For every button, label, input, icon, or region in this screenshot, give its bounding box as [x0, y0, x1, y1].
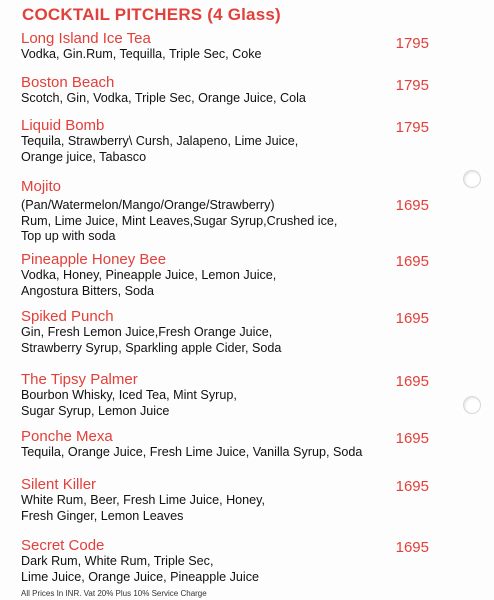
- item-name: Ponche Mexa: [21, 428, 113, 445]
- item-description: Angostura Bitters, Soda: [21, 283, 155, 298]
- binder-hole-icon: [463, 170, 481, 188]
- item-name: Spiked Punch: [21, 308, 114, 325]
- item-name: Pineapple Honey Bee: [21, 251, 167, 268]
- item-description: Sugar Syrup, Lemon Juice: [21, 403, 170, 418]
- item-name: The Tipsy Palmer: [21, 371, 138, 388]
- item-description: Tequila, Orange Juice, Fresh Lime Juice, Vanilla Syrup, Soda: [21, 445, 363, 459]
- item-description: (Pan/Watermelon/Mango/Orange/Strawberry): [21, 198, 275, 212]
- item-price: 1795: [395, 77, 429, 94]
- item-description: Orange juice, Tabasco: [21, 149, 147, 164]
- item-description: Vodka, Honey, Pineapple Juice, Lemon Juice,: [21, 268, 277, 282]
- item-description: Strawberry Syrup, Sparkling apple Cider, Soda: [21, 340, 282, 355]
- item-name: Mojito: [21, 178, 62, 195]
- item-description: Vodka, Gin.Rum, Tequilla, Triple Sec, Coke: [21, 47, 262, 61]
- item-price: 1695: [395, 373, 429, 390]
- item-description: Lime Juice, Orange Juice, Pineapple Juice: [21, 569, 260, 584]
- item-description: White Rum, Beer, Fresh Lime Juice, Honey,: [21, 493, 266, 507]
- menu-item-long-island-ice-tea: [21, 30, 461, 63]
- item-price: 1795: [395, 119, 429, 136]
- menu-item-ponche-mexa: [21, 428, 461, 461]
- item-description: Dark Rum, White Rum, Triple Sec,: [21, 554, 214, 568]
- item-description: Bourbon Whisky, Iced Tea, Mint Syrup,: [21, 388, 237, 402]
- item-price: 1695: [395, 430, 429, 447]
- menu-item-mojito: [21, 178, 461, 245]
- item-name: Liquid Bomb: [21, 117, 105, 134]
- binder-hole-icon: [463, 396, 481, 414]
- item-description: Gin, Fresh Lemon Juice,Fresh Orange Juice,: [21, 325, 273, 339]
- menu-item-pineapple-honey-bee: [21, 251, 461, 299]
- item-description: Scotch, Gin, Vodka, Triple Sec, Orange Juice, Cola: [21, 91, 306, 105]
- item-description: Fresh Ginger, Lemon Leaves: [21, 508, 184, 523]
- item-description: Tequila, Strawberry\ Cursh, Jalapeno, Lime Juice,: [21, 134, 299, 148]
- item-price: 1695: [395, 197, 429, 214]
- menu-item-spiked-punch: [21, 308, 461, 356]
- menu-item-silent-killer: [21, 476, 461, 524]
- item-price: 1695: [395, 310, 429, 327]
- item-price: 1695: [395, 253, 429, 270]
- menu-item-liquid-bomb: [21, 117, 461, 165]
- menu-item-secret-code: [21, 537, 461, 585]
- price-footnote: All Prices In INR. Vat 20% Plus 10% Service Charge: [21, 589, 207, 598]
- item-price: 1695: [395, 539, 429, 556]
- item-name: Long Island Ice Tea: [21, 30, 151, 47]
- item-name: Silent Killer: [21, 476, 97, 493]
- item-name: Boston Beach: [21, 74, 115, 91]
- menu-item-boston-beach: [21, 74, 461, 107]
- item-price: 1795: [395, 35, 429, 52]
- item-description: Top up with soda: [21, 229, 116, 243]
- item-name: Secret Code: [21, 537, 105, 554]
- item-description: Rum, Lime Juice, Mint Leaves,Sugar Syrup,Crushed ice,: [21, 213, 338, 228]
- menu-item-the-tipsy-palmer: [21, 371, 461, 419]
- item-price: 1695: [395, 478, 429, 495]
- menu-title: COCKTAIL PITCHERS (4 Glass): [22, 5, 281, 24]
